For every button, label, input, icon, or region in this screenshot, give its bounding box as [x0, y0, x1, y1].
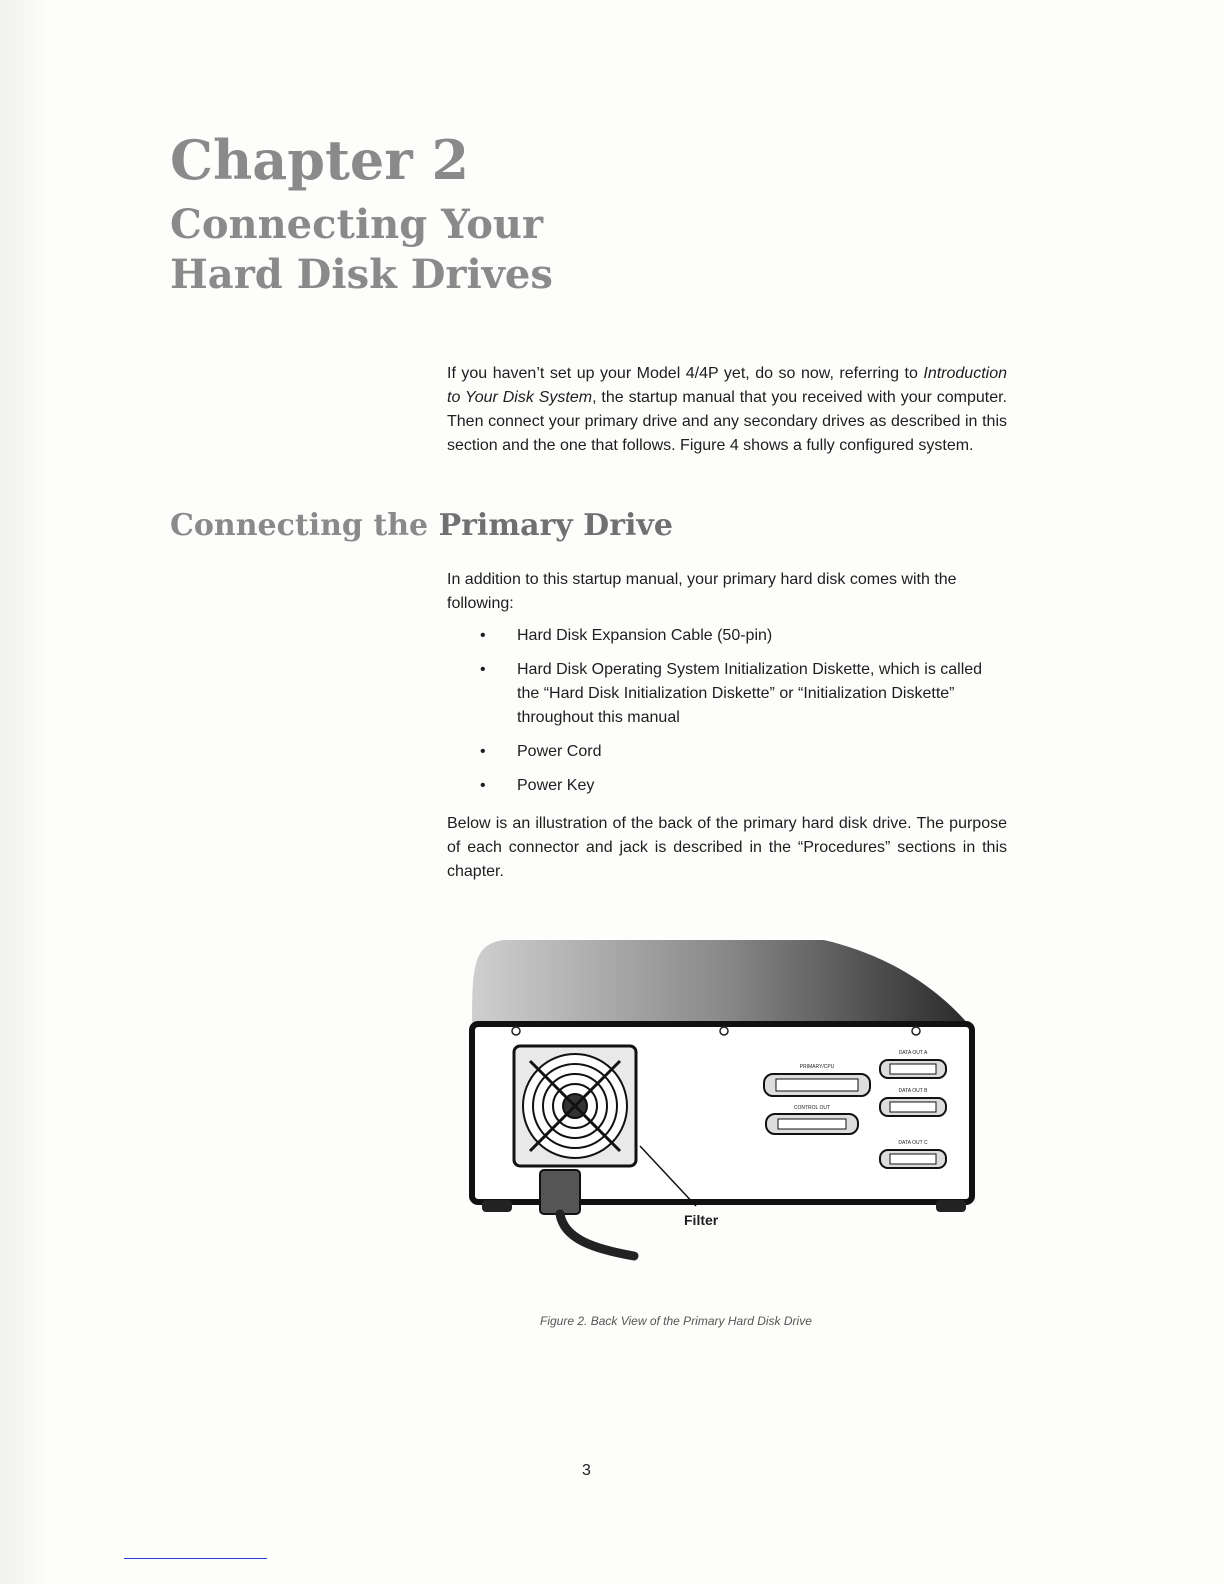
- list-item: • Hard Disk Operating System Initialization Diskette, which is called the “Hard Disk Initialization Diskette” or “Initialization Diskette” throughout this manual: [480, 658, 1007, 730]
- chapter-title-line-1: Connecting Your: [170, 201, 544, 248]
- section-heading-part-2: Primary Drive: [438, 508, 673, 543]
- list-item: • Power Key: [480, 774, 1007, 798]
- foot: [482, 1200, 512, 1212]
- connector-label-c: DATA OUT C: [898, 1140, 928, 1146]
- case-top: [472, 940, 970, 1026]
- footnote-rule: [124, 1558, 267, 1559]
- list-item: • Hard Disk Expansion Cable (50-pin): [480, 624, 1007, 648]
- section-heading-part-1: Connecting the: [170, 508, 439, 543]
- intro-book-title: Introduction to Your Disk System: [447, 365, 1007, 406]
- included-items-list: [480, 624, 1007, 808]
- connector-label-primary: PRIMARY/CPU: [799, 1064, 835, 1070]
- foot: [936, 1200, 966, 1212]
- figure-caption: Figure 2. Back View of the Primary Hard Disk Drive: [540, 1314, 812, 1328]
- connector-label-a: DATA OUT A: [898, 1050, 928, 1056]
- chapter-title: [170, 200, 553, 300]
- fan-filter: [514, 1046, 636, 1166]
- connector-label-control: CONTROL OUT: [793, 1105, 831, 1111]
- section-lead-paragraph: In addition to this startup manual, your primary hard disk comes with the following:: [447, 571, 957, 612]
- intro-text-before: If you haven’t set up your Model 4/4P yet, do so now, referring to: [447, 365, 924, 382]
- filter-callout-label: Filter: [684, 1212, 719, 1228]
- scan-edge-shading: [0, 0, 52, 1584]
- chapter-label: Chapter 2: [170, 128, 470, 192]
- intro-text-after: , the startup manual that you received with your computer. Then connect your primary drive and any secondary drives as described in this section and the one that follows. Figure 4 shows a fully configured system.: [447, 389, 1007, 454]
- intro-paragraph: [447, 362, 1007, 458]
- connector-label-b: DATA OUT B: [898, 1088, 928, 1094]
- page-number: 3: [582, 1462, 591, 1479]
- hard-disk-illustration: [464, 934, 984, 1264]
- chapter-title-block: [170, 128, 553, 300]
- illustration-paragraph: Below is an illustration of the back of the primary hard disk drive. The purpose of each connector and jack is described in the “Procedures” sections in this chapter.: [447, 815, 1007, 880]
- section-heading: [170, 506, 673, 546]
- hard-disk-back-view-figure: [464, 934, 984, 1264]
- list-item: • Power Cord: [480, 740, 1007, 764]
- chapter-title-line-2: Hard Disk Drives: [170, 251, 553, 298]
